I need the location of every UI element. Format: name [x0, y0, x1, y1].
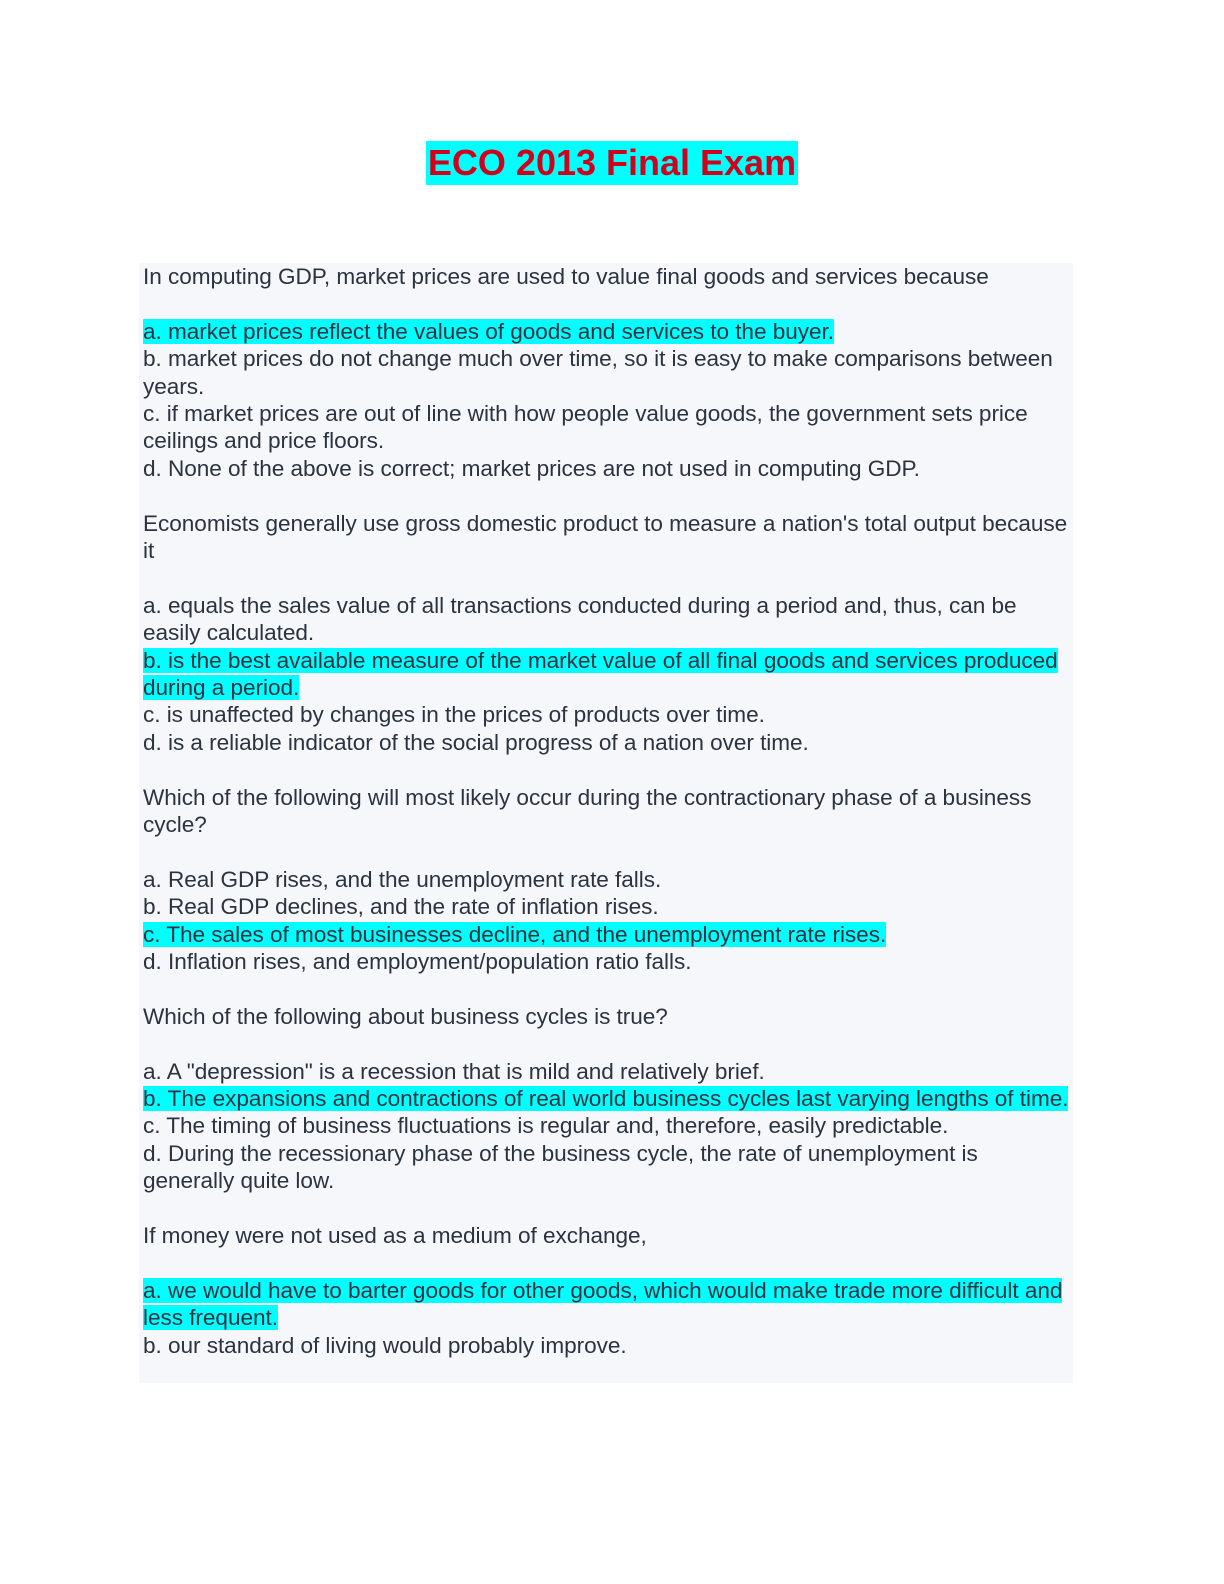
- answer-option-text: d. During the recessionary phase of the business cycle, the rate of unemployment is generally quite low.: [143, 1140, 978, 1194]
- answer-option: [143, 948, 1073, 975]
- question-block: [143, 263, 1073, 482]
- answer-option-text: a. equals the sales value of all transactions conducted during a period and, thus, can be easily calculated.: [143, 592, 1017, 646]
- answer-option-text: c. The sales of most businesses decline, and the unemployment rate rises.: [143, 921, 887, 947]
- answer-option: [143, 866, 1073, 893]
- answer-option-text: a. we would have to barter goods for other goods, which would make trade more difficult and less frequent.: [143, 1277, 1063, 1331]
- question-text: In computing GDP, market prices are used to value final goods and services because: [143, 264, 989, 289]
- answer-option: [143, 345, 1073, 400]
- answer-option: [143, 1058, 1073, 1085]
- answer-option: [143, 1140, 1073, 1195]
- page-title: ECO 2013 Final Exam: [427, 142, 797, 183]
- question-block: [143, 1003, 1073, 1195]
- answer-option: [143, 1332, 1073, 1359]
- answer-option: [143, 701, 1073, 728]
- answer-option-highlighted: [143, 921, 1073, 948]
- answer-option: [143, 893, 1073, 920]
- answer-option-text: b. market prices do not change much over time, so it is easy to make comparisons between years.: [143, 346, 1053, 399]
- answer-option-highlighted: [143, 1277, 1073, 1332]
- answer-option-text: c. is unaffected by changes in the prices of products over time.: [143, 702, 765, 728]
- answer-option-highlighted: [143, 1085, 1073, 1112]
- answer-option-text: a. market prices reflect the values of goods and services to the buyer.: [143, 318, 834, 344]
- question-block: [143, 510, 1073, 757]
- answer-option-text: d. is a reliable indicator of the social progress of a nation over time.: [143, 729, 809, 755]
- answer-option-text: b. The expansions and contractions of real world business cycles last varying lengths of time.: [143, 1086, 1069, 1112]
- question-text: If money were not used as a medium of exchange,: [143, 1223, 647, 1249]
- question-text: Economists generally use gross domestic product to measure a nation's total output because it: [143, 510, 1068, 564]
- answer-option-text: c. The timing of business fluctuations is regular and, therefore, easily predictable.: [143, 1113, 949, 1139]
- question-block: [143, 1222, 1073, 1359]
- answer-option-text: b. is the best available measure of the market value of all final goods and services produced during a period.: [143, 647, 1058, 701]
- question-text: Which of the following about business cycles is true?: [143, 1003, 668, 1029]
- title-container: [0, 141, 1224, 185]
- answer-option: [143, 1112, 1073, 1139]
- answer-option-highlighted: [143, 647, 1073, 702]
- answer-option-text: d. None of the above is correct; market prices are not used in computing GDP.: [143, 455, 920, 481]
- exam-content: [139, 263, 1073, 1383]
- answer-option-text: b. our standard of living would probably improve.: [143, 1332, 627, 1358]
- answer-option: [143, 592, 1073, 647]
- answer-option-highlighted: [143, 318, 1073, 345]
- answer-option-text: a. Real GDP rises, and the unemployment rate falls.: [143, 866, 662, 892]
- answer-option: [143, 455, 1073, 482]
- answer-option-text: b. Real GDP declines, and the rate of inflation rises.: [143, 894, 659, 920]
- answer-option-text: d. Inflation rises, and employment/population ratio falls.: [143, 949, 692, 975]
- answer-option: [143, 729, 1073, 756]
- question-block: [143, 784, 1073, 976]
- answer-option-text: c. if market prices are out of line with how people value goods, the government sets price ceilings and price floors.: [143, 401, 1028, 454]
- question-text: Which of the following will most likely occur during the contractionary phase of a business cycle?: [143, 784, 1032, 838]
- answer-option: [143, 400, 1073, 455]
- answer-option-text: a. A "depression" is a recession that is mild and relatively brief.: [143, 1058, 765, 1084]
